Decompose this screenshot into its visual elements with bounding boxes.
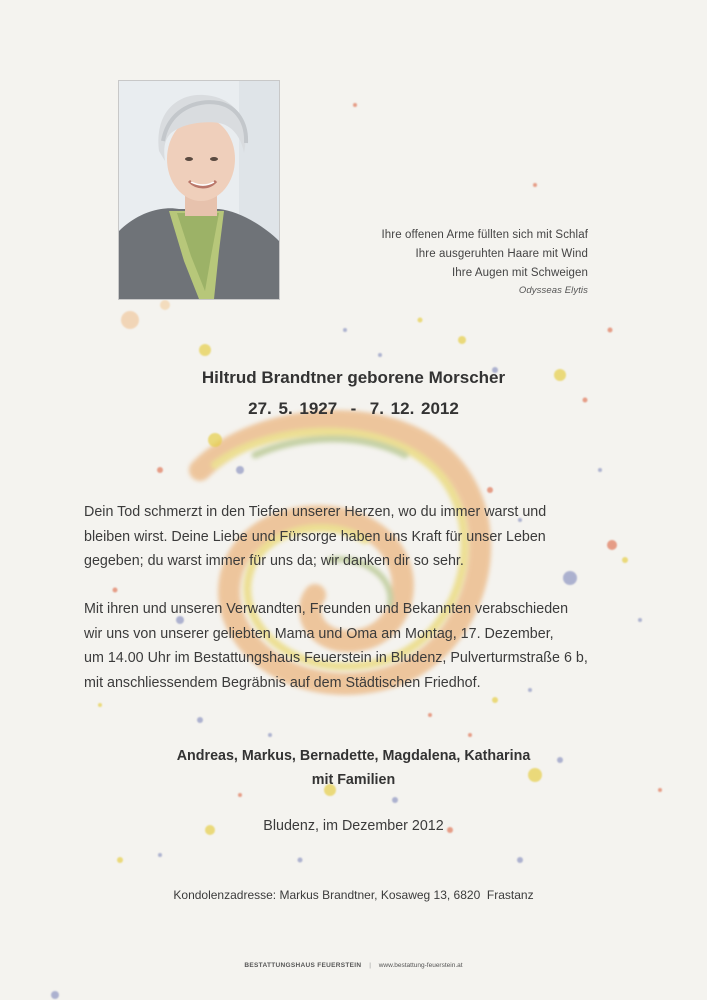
footer-separator: | [369, 962, 371, 969]
paragraph-line: bleiben wirst. Deine Liebe und Fürsorge haben uns Kraft für unser Leben [84, 528, 546, 545]
paragraph-line: gegeben; du warst immer für uns da; wir danken dir so sehr. [84, 553, 464, 569]
condolence-address: Kondolenzadresse: Markus Brandtner, Kosaweg 13, 6820 Frastanz [173, 888, 534, 902]
poem-quote [381, 226, 588, 299]
life-dates: 27. 5. 1927 - 7. 12. 2012 [248, 399, 459, 418]
footer-website: www.bestattung-feuerstein.at [378, 962, 463, 969]
poem-author: Odysseas Elytis [518, 285, 588, 296]
footer [0, 962, 707, 969]
family-names: Andreas, Markus, Bernadette, Magdalena, Katharina [176, 748, 531, 764]
paragraph-line: Dein Tod schmerzt in den Tiefen unserer Herzen, wo du immer warst und [84, 504, 547, 520]
paragraph-line: Mit ihren und unseren Verwandten, Freunden und Bekannten verabschieden [84, 601, 569, 617]
footer-brand: BESTATTUNGSHAUS FEUERSTEIN [244, 962, 362, 969]
portrait-photo [118, 80, 280, 300]
paragraph-line: um 14.00 Uhr im Bestattungshaus Feuerstein in Bludenz, Pulverturmstraße 6 b, [84, 650, 588, 666]
poem-line: Ihre Augen mit Schweigen [451, 267, 588, 279]
paragraph-line: mit anschliessendem Begräbnis auf dem Städtischen Friedhof. [84, 674, 481, 691]
funeral-info-paragraph [84, 597, 644, 695]
poem-line: Ihre offenen Arme füllten sich mit Schlaf [381, 229, 588, 241]
deceased-name: Hiltrud Brandtner geborene Morscher [201, 368, 506, 387]
family-signature [0, 744, 707, 792]
poem-line: Ihre ausgeruhten Haare mit Wind [415, 248, 588, 260]
family-suffix: mit Familien [311, 772, 396, 788]
tribute-paragraph [84, 500, 644, 574]
place-and-date: Bludenz, im Dezember 2012 [263, 818, 444, 834]
paragraph-line: wir uns von unserer geliebten Mama und Oma am Montag, 17. Dezember, [84, 625, 554, 642]
